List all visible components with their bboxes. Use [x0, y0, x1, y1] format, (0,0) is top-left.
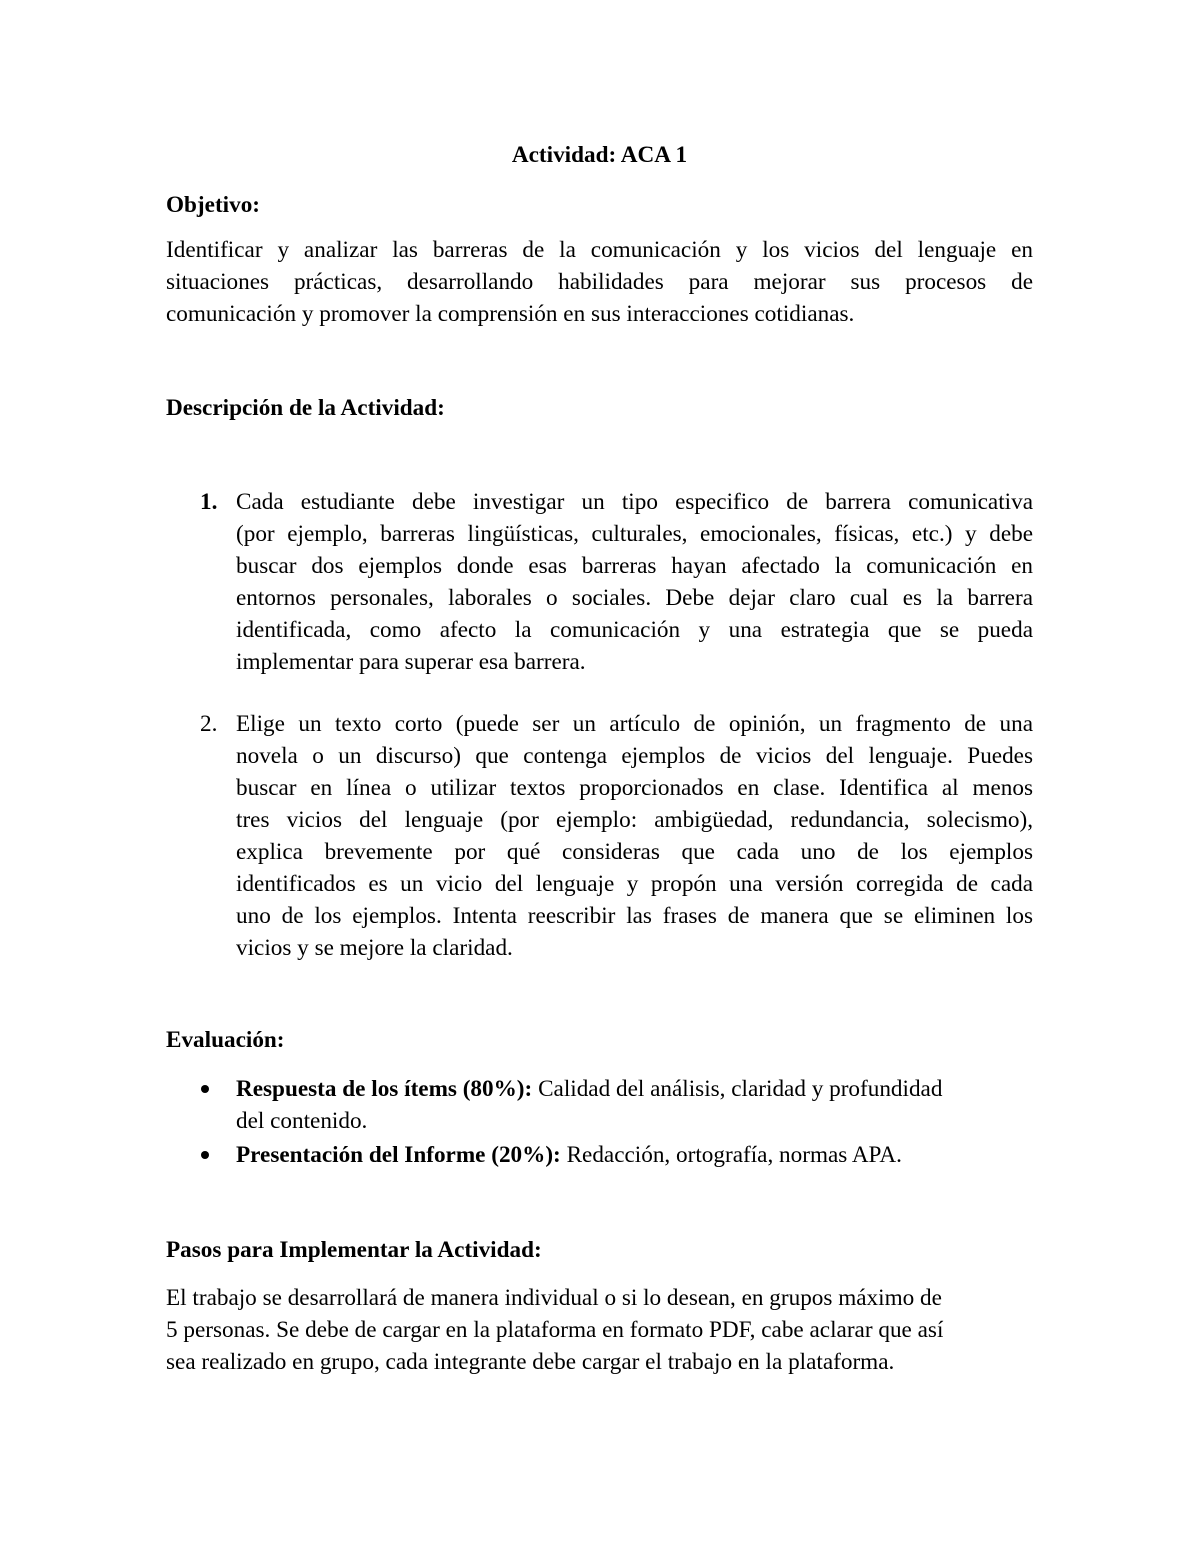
paragraph-line: Cada estudiante debe investigar un tipo especifico de barrera comunicativa	[236, 489, 1033, 515]
paragraph-line	[236, 1139, 1033, 1171]
bullet-label: Respuesta de los ítems (80%):	[236, 1076, 533, 1102]
list-item-text	[236, 708, 1033, 964]
objetivo-paragraph	[166, 234, 1033, 330]
paragraph-line: sea realizado en grupo, cada integrante debe cargar el trabajo en la plataforma.	[166, 1349, 895, 1375]
descripcion-heading: Descripción de la Actividad:	[166, 395, 445, 421]
evaluacion-heading: Evaluación:	[166, 1027, 285, 1053]
paragraph-line: uno de los ejemplos. Intenta reescribir las frases de manera que se eliminen los	[236, 903, 1033, 929]
list-number: 2.	[200, 711, 218, 737]
bullet-text: Redacción, ortografía, normas APA.	[566, 1142, 902, 1168]
paragraph-line: implementar para superar esa barrera.	[236, 649, 586, 675]
pasos-paragraph	[166, 1282, 1033, 1378]
paragraph-line: vicios y se mejore la claridad.	[236, 935, 513, 961]
list-item-2	[166, 708, 1033, 964]
paragraph-line	[236, 1073, 1033, 1105]
paragraph-line: buscar dos ejemplos donde esas barreras hayan afectado la comunicación en	[236, 553, 1033, 579]
paragraph-line: (por ejemplo, barreras lingüísticas, culturales, emocionales, físicas, etc.) y debe	[236, 521, 1033, 547]
bullet-label: Presentación del Informe (20%):	[236, 1142, 561, 1168]
paragraph-line: El trabajo se desarrollará de manera individual o si lo desean, en grupos máximo de	[166, 1285, 942, 1311]
paragraph-line: comunicación y promover la comprensión en sus interacciones cotidianas.	[166, 301, 855, 327]
list-item-text	[236, 486, 1033, 678]
paragraph-line: 5 personas. Se debe de cargar en la plataforma en formato PDF, cabe aclarar que así	[166, 1317, 944, 1343]
bullet-item-text	[236, 1139, 1033, 1171]
list-item-1	[166, 486, 1033, 678]
bullet-item-1	[166, 1073, 1033, 1137]
paragraph-line: tres vicios del lenguaje (por ejemplo: ambigüedad, redundancia, solecismo),	[236, 807, 1033, 833]
list-number: 1.	[200, 489, 218, 515]
bullet-icon	[201, 1085, 209, 1093]
paragraph-line: identificada, como afecto la comunicación y una estrategia que se pueda	[236, 617, 1033, 643]
objetivo-heading: Objetivo:	[166, 192, 261, 218]
pasos-heading: Pasos para Implementar la Actividad:	[166, 1237, 542, 1263]
paragraph-line: entornos personales, laborales o sociales. Debe dejar claro cual es la barrera	[236, 585, 1033, 611]
document-title: Actividad: ACA 1	[511, 142, 688, 168]
bullet-icon	[201, 1151, 209, 1159]
paragraph-line: del contenido.	[236, 1108, 368, 1134]
paragraph-line: Identificar y analizar las barreras de la comunicación y los vicios del lenguaje en	[166, 237, 1033, 263]
paragraph-line: identificados es un vicio del lenguaje y propón una versión corregida de cada	[236, 871, 1033, 897]
paragraph-line: buscar en línea o utilizar textos proporcionados en clase. Identifica al menos	[236, 775, 1033, 801]
bullet-text: Calidad del análisis, claridad y profundidad	[538, 1076, 943, 1102]
bullet-item-2	[166, 1139, 1033, 1171]
paragraph-line: explica brevemente por qué consideras que cada uno de los ejemplos	[236, 839, 1033, 865]
paragraph-line: situaciones prácticas, desarrollando habilidades para mejorar sus procesos de	[166, 269, 1033, 295]
paragraph-line: novela o un discurso) que contenga ejemplos de vicios del lenguaje. Puedes	[236, 743, 1033, 769]
paragraph-line: Elige un texto corto (puede ser un artículo de opinión, un fragmento de una	[236, 711, 1033, 737]
bullet-item-text	[236, 1073, 1033, 1137]
